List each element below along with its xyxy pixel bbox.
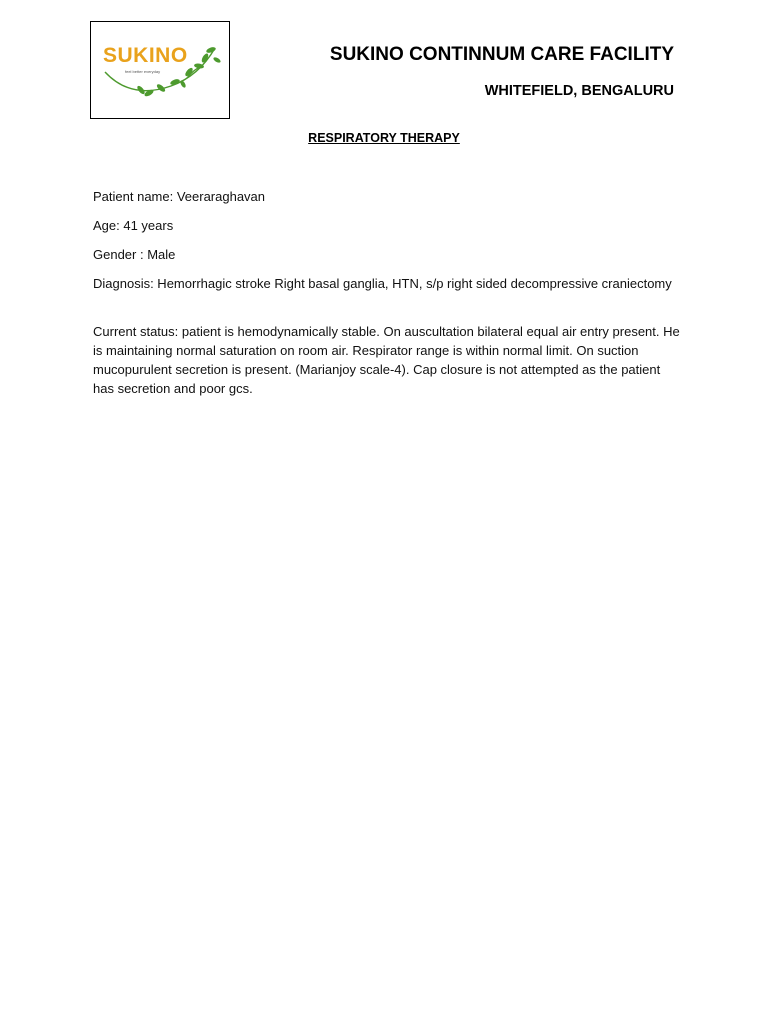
logo-brand-text: SUKINO — [103, 44, 188, 67]
facility-name: SUKINO CONTINNUM CARE FACILITY — [329, 44, 674, 65]
facility-logo — [90, 21, 230, 119]
vine-leaf-icon — [91, 22, 231, 120]
patient-age: Age: 41 years — [93, 218, 174, 233]
facility-location: WHITEFIELD, BENGALURU — [484, 83, 674, 99]
patient-diagnosis: Diagnosis: Hemorrhagic stroke Right basal ganglia, HTN, s/p right sided decompressive craniectomy — [93, 276, 672, 291]
patient-current-status: Current status: patient is hemodynamically stable. On auscultation bilateral equal air entry present. He is maintaining normal saturation on room air. Respirator range is within normal limit. On suction mucopurulent secretion is present. (Marianjoy scale-4). Cap closure is not attempted as the patient has secretion and poor gcs. — [93, 324, 680, 396]
report-title: RESPIRATORY THERAPY — [308, 131, 460, 145]
patient-name: Patient name: Veeraraghavan — [93, 189, 266, 204]
patient-gender: Gender : Male — [93, 247, 176, 262]
logo-tagline: feel better everyday — [125, 69, 161, 74]
